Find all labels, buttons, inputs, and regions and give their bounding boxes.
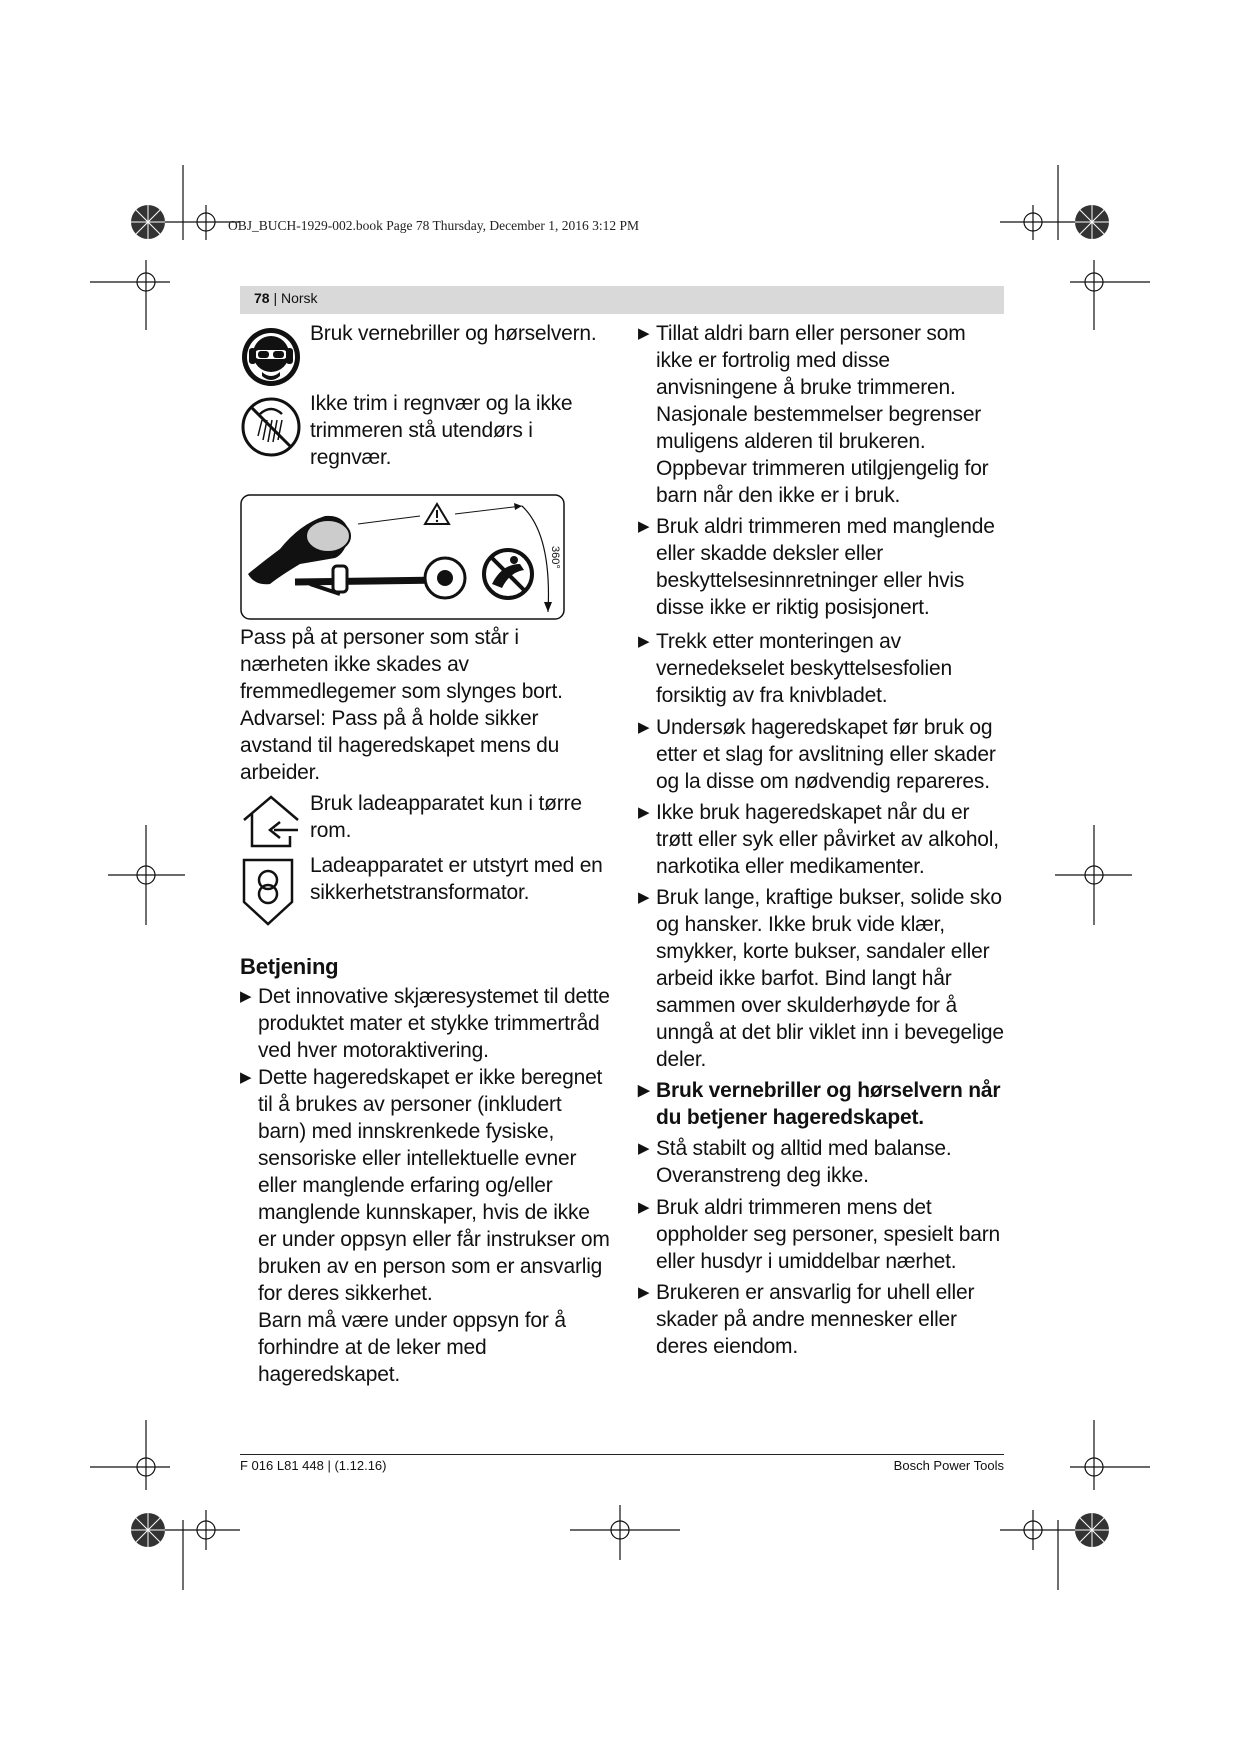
page-number: 78	[254, 290, 270, 306]
left-bullet-2-text: Dette hageredskapet er ikke beregnet til å brukes av personer (inkludert barn) med innskrenkede fysiske, sensoriske eller intellektuelle evner eller manglende erfaring og/eller manglende kunnskaper, hvis de ikke er under oppsyn eller får instrukser om bruken av en person som er ansvarlig for deres sikkerhet.	[258, 1066, 610, 1305]
safety-transformer-icon	[240, 856, 296, 928]
header-separator: |	[269, 290, 281, 306]
bullet-marker: ▶	[638, 1284, 650, 1301]
right-bullet-9	[638, 1194, 1004, 1275]
footer-brand: Bosch Power Tools	[893, 1458, 1004, 1473]
right-bullet-2	[638, 513, 1004, 621]
bullet-marker: ▶	[638, 804, 650, 821]
symbol-text-indoor: Bruk ladeapparatet kun i tørre rom.	[310, 792, 582, 842]
bullet-marker: ▶	[638, 325, 650, 342]
right-bullet-1	[638, 320, 1004, 509]
right-bullet-10-text: Brukeren er ansvarlig for uhell eller skader på andre mennesker eller deres eiendom.	[656, 1281, 975, 1358]
right-bullet-8-text: Stå stabilt og alltid med balanse. Overanstreng deg ikke.	[656, 1137, 952, 1187]
right-bullet-5	[638, 799, 1004, 880]
left-bullet-2-continuation: Barn må være under oppsyn for å forhindre at de leker med hageredskapet.	[258, 1309, 566, 1386]
right-bullet-3	[638, 628, 1004, 709]
left-bullet-1	[240, 983, 612, 1064]
footer-rule	[240, 1454, 1004, 1455]
right-bullet-7	[638, 1077, 1004, 1131]
bullet-marker: ▶	[638, 1199, 650, 1216]
right-bullet-2-text: Bruk aldri trimmeren med manglende eller skadde deksler eller beskyttelsesinnretninger eller hvis disse ikke er riktig posisjonert.	[656, 515, 995, 619]
print-info: OBJ_BUCH-1929-002.book Page 78 Thursday, December 1, 2016 3:12 PM	[228, 218, 639, 233]
paragraph-foreign-objects: Pass på at personer som står i nærheten ikke skades av fremmedlegemer som slynges bort.	[240, 626, 563, 703]
left-bullet-1-text: Det innovative skjæresystemet til dette produktet mater et stykke trimmertråd ved hver motoraktivering.	[258, 985, 610, 1062]
symbol-text-transformer: Ladeapparatet er utstyrt med en sikkerhetstransformator.	[310, 854, 603, 904]
right-bullet-6	[638, 884, 1004, 1073]
right-bullet-8	[638, 1135, 1004, 1189]
bullet-marker: ▶	[638, 719, 650, 736]
symbol-text-goggles: Bruk vernebriller og hørselvern.	[310, 322, 597, 345]
right-bullet-1-text: Tillat aldri barn eller personer som ikke er fortrolig med disse anvisningene å bruke trimmeren. Nasjonale bestemmelser begrenser muligens alderen til brukeren. Oppbevar trimmeren utilgjengelig for barn når den ikke er i bruk.	[656, 322, 989, 507]
right-bullet-3-text: Trekk etter monteringen av vernedekselet beskyttelsesfolien forsiktig av fra knivbladet.	[656, 630, 952, 707]
bullet-marker: ▶	[638, 518, 650, 535]
trimmer-safety-figure	[240, 494, 566, 620]
page-header	[254, 290, 318, 306]
section-heading-betjening: Betjening	[240, 954, 339, 979]
no-rain-icon	[240, 396, 302, 458]
right-bullet-6-text: Bruk lange, kraftige bukser, solide sko og hansker. Ikke bruk vide klær, smykker, korte bukser, sandaler eller arbeid ikke barfot. Bind langt hår sammen over skulderhøyde for å unngå at det blir viklet inn i bevegelige deler.	[656, 886, 1004, 1071]
right-bullet-4-text: Undersøk hageredskapet før bruk og etter et slag for avslitning eller skader og la disse om nødvendig repareres.	[656, 716, 996, 793]
page-header-bar	[240, 286, 1004, 314]
goggles-ear-protection-icon	[240, 326, 302, 388]
bullet-marker: ▶	[240, 1069, 252, 1086]
bullet-marker: ▶	[240, 988, 252, 1005]
paragraph-warning-distance: Advarsel: Pass på å holde sikker avstand til hageredskapet mens du arbeider.	[240, 707, 560, 784]
figure-360-label: 360°	[549, 546, 561, 569]
right-bullet-9-text: Bruk aldri trimmeren mens det oppholder seg personer, spesielt barn eller husdyr i umiddelbar nærhet.	[656, 1196, 1001, 1273]
bullet-marker: ▶	[638, 889, 650, 906]
right-bullet-5-text: Ikke bruk hageredskapet når du er trøtt eller syk eller påvirket av alkohol, narkotika eller medikamenter.	[656, 801, 999, 878]
bullet-marker: ▶	[638, 1140, 650, 1157]
bullet-marker: ▶	[638, 1082, 650, 1099]
right-bullet-10	[638, 1279, 1004, 1360]
indoor-use-icon	[240, 794, 302, 850]
right-bullet-7-text: Bruk vernebriller og hørselvern når du betjener hageredskapet.	[656, 1079, 1001, 1129]
left-bullet-2	[240, 1064, 612, 1388]
symbol-text-rain: Ikke trim i regnvær og la ikke trimmeren stå utendørs i regnvær.	[310, 392, 573, 469]
header-language: Norsk	[281, 290, 318, 306]
right-bullet-4	[638, 714, 1004, 795]
footer-doc-number: F 016 L81 448 | (1.12.16)	[240, 1458, 387, 1473]
bullet-marker: ▶	[638, 633, 650, 650]
